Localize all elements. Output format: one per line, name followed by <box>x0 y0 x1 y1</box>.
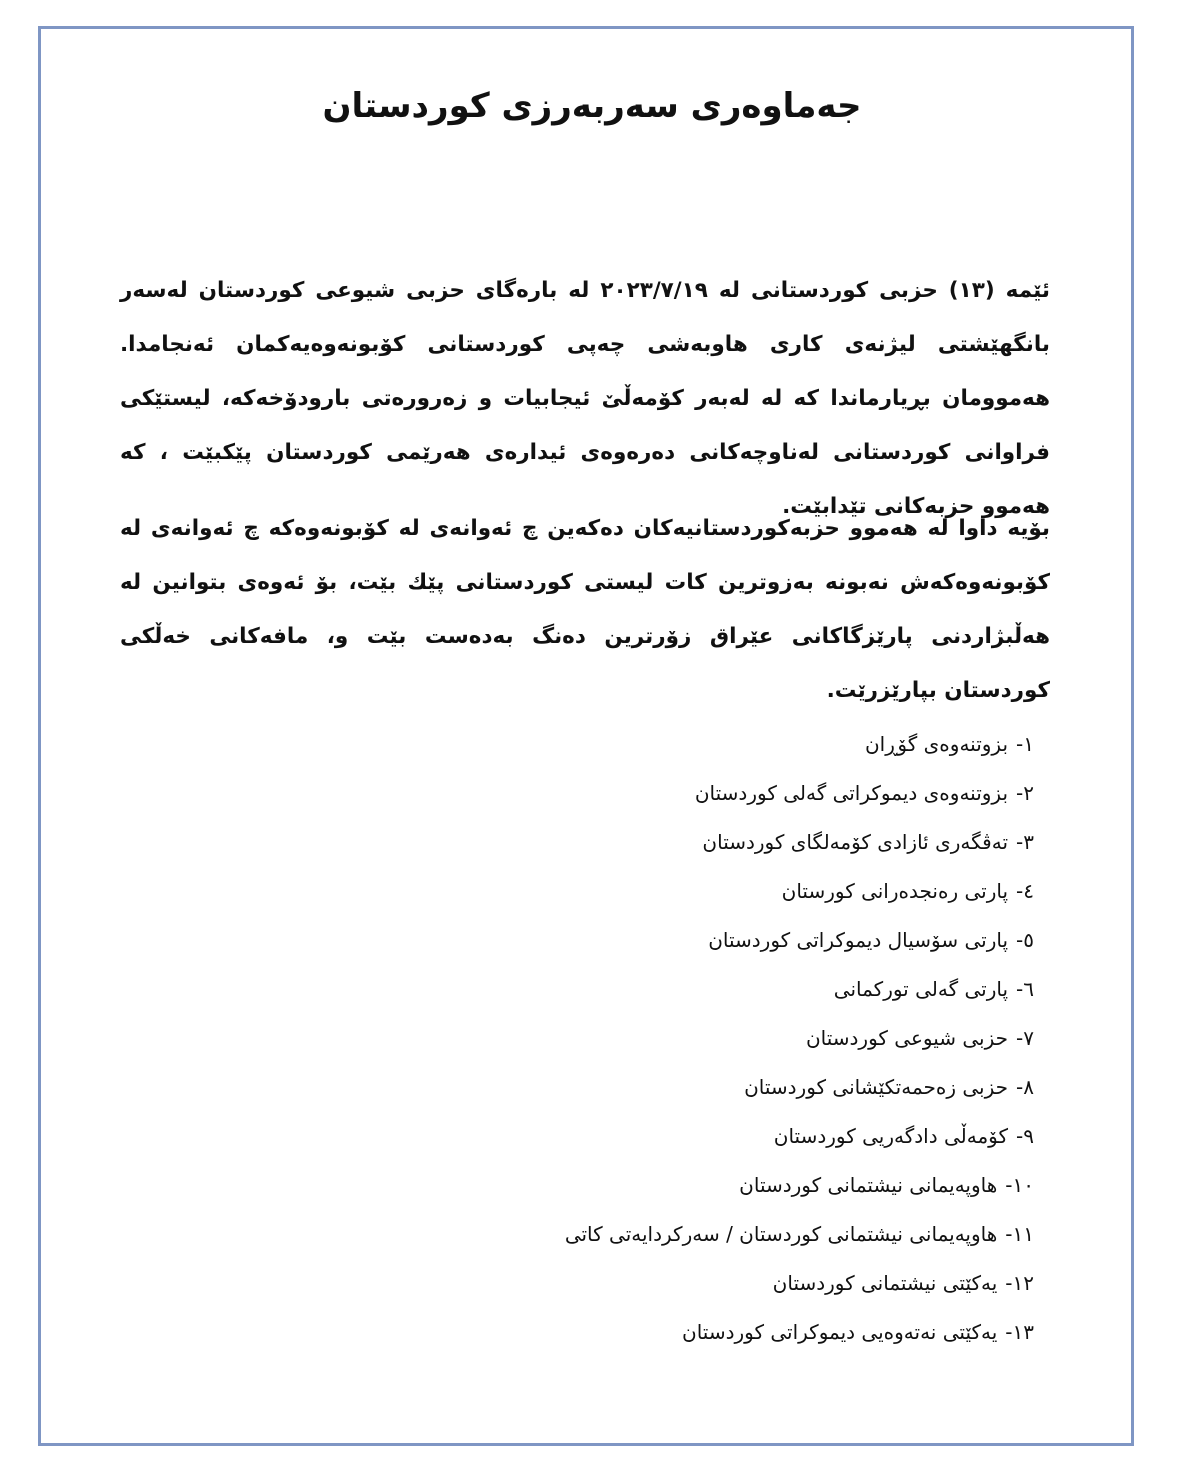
party-list-item <box>334 916 1034 965</box>
party-name: هاوپەیمانی نیشتمانی کوردستان / سەرکردایەتی کاتی <box>564 1222 998 1246</box>
party-number: ١٢- <box>1005 1271 1034 1295</box>
party-name: حزبی شیوعی کوردستان <box>805 1026 1009 1050</box>
party-list-item <box>334 1063 1034 1112</box>
party-number: ٨- <box>1016 1075 1034 1099</box>
party-name: یەکێتی نیشتمانی کوردستان <box>772 1271 998 1295</box>
party-list-item <box>334 1308 1034 1357</box>
party-list-item <box>334 965 1034 1014</box>
party-name: پارتی سۆسیال دیموکراتی کوردستان <box>708 928 1009 952</box>
party-name: یەکێتی نەتەوەیی دیموکراتی کوردستان <box>682 1320 998 1344</box>
party-number: ١٠- <box>1005 1173 1034 1197</box>
party-number: ٤- <box>1016 879 1034 903</box>
paragraph-appeal: بۆیە داوا لە هەموو حزبەکوردستانیەکان دەکەین چ ئەوانەی لە کۆبونەوەکە چ ئەوانەی لە کۆبونەوەکەش نەبونە بەزوترین کات لیستی کوردستانی پێك بێت، بۆ ئەوەی بتوانین لە هەڵبژاردنی پارێزگاکانی عێراق زۆرترین دەنگ بەدەست بێت و، مافەکانی خەڵکی کوردستان بپارێزرێت. <box>120 515 1050 703</box>
party-name: بزوتنەوەی دیموکراتی گەلی کوردستان <box>694 781 1009 805</box>
party-name: بزوتنەوەی گۆڕان <box>864 732 1009 756</box>
party-name: پارتی گەلی تورکمانی <box>833 977 1009 1001</box>
party-number: ٣- <box>1016 830 1034 854</box>
party-list-item <box>334 867 1034 916</box>
party-list <box>334 720 1034 1357</box>
party-list-item <box>334 1112 1034 1161</box>
party-number: ١- <box>1016 732 1034 756</box>
party-name: تەڤگەری ئازادی کۆمەلگای کوردستان <box>702 830 1009 854</box>
party-list-item <box>334 818 1034 867</box>
party-number: ٢- <box>1016 781 1034 805</box>
document-title: جەماوەری سەربەرزی کوردستان <box>322 86 862 126</box>
party-list-item <box>334 720 1034 769</box>
party-number: ٥- <box>1016 928 1034 952</box>
party-list-item <box>334 1014 1034 1063</box>
party-name: پارتی رەنجدەرانی کورستان <box>781 879 1009 903</box>
party-name: هاوپەیمانی نیشتمانی کوردستان <box>739 1173 998 1197</box>
party-list-item <box>334 1161 1034 1210</box>
party-name: حزبی زەحمەتکێشانی کوردستان <box>744 1075 1009 1099</box>
party-number: ٩- <box>1016 1124 1034 1148</box>
party-number: ١٣- <box>1005 1320 1034 1344</box>
party-number: ٦- <box>1016 977 1034 1001</box>
party-list-item <box>334 1210 1034 1259</box>
party-name: کۆمەڵی دادگەریی کوردستان <box>773 1124 1009 1148</box>
paragraph-meeting-statement: ئێمە (١٣) حزبی کوردستانی لە ٢٠٢٣/٧/١٩ لە بارەگای حزبی شیوعی کوردستان لەسەر بانگهێشتی لیژنەی کاری هاوبەشی چەپی کوردستانی کۆبونەوەیەکمان ئەنجامدا. هەموومان بڕیارماندا کە لە لەبەر کۆمەڵێ ئیجابیات و زەرورەتی بارودۆخەکە، لیستێکی فراوانی کوردستانی لەناوچەکانی دەرەوەی ئیدارەی هەرێمی کوردستان پێکبێت ، کە هەموو حزبەکانی تێدابێت. <box>120 277 1050 519</box>
party-list-item <box>334 769 1034 818</box>
party-number: ٧- <box>1016 1026 1034 1050</box>
party-list-item <box>334 1259 1034 1308</box>
party-number: ١١- <box>1005 1222 1034 1246</box>
